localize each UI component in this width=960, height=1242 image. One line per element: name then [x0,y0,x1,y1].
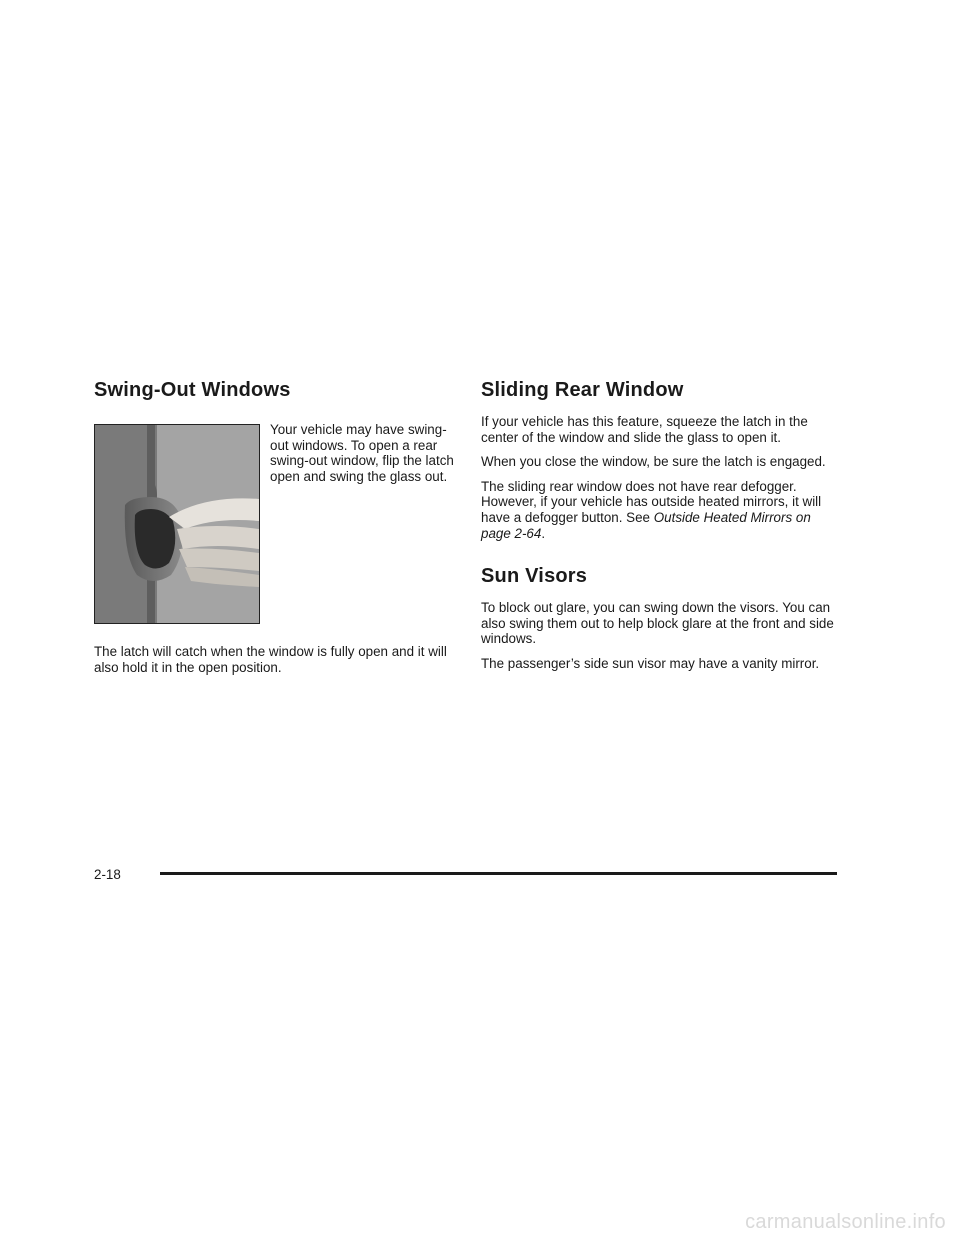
swing-out-intro-text: Your vehicle may have swing-out windows. To open a rear swing-out window, flip the latch open and swing the glass out. [270,422,454,484]
swing-out-latch-text: The latch will catch when the window is fully open and it will also hold it in the open position. [94,644,447,675]
watermark-text: carmanualsonline.info [745,1211,946,1233]
left-column [94,378,454,675]
sliding-window-close-text: When you close the window, be sure the latch is engaged. [481,454,826,470]
defogger-text-end: . [541,525,546,541]
swing-out-windows-heading: Swing-Out Windows [94,379,291,401]
outside-heated-mirrors-reference-link[interactable]: Outside Heated Mirrors on page 2-64 [481,509,811,541]
swing-out-latch-photo [94,424,260,624]
latch-photo-illustration [95,425,259,623]
page-number: 2-18 [94,867,121,882]
right-column [481,378,843,672]
footer-rule [160,872,837,875]
sun-visors-heading: Sun Visors [481,565,588,588]
sun-visors-glare-text: To block out glare, you can swing down the visors. You can also swing them out to help block glare at the front and side windows. [481,600,834,647]
sliding-window-open-text: If your vehicle has this feature, squeeze the latch in the center of the window and slide the glass to open it. [481,414,808,445]
page-footer [94,865,839,885]
sliding-window-defogger-text [481,479,843,541]
sun-visors-mirror-text: The passenger’s side sun visor may have a vanity mirror. [481,655,820,671]
sliding-rear-window-heading: Sliding Rear Window [481,379,684,401]
defogger-text-lead: The sliding rear window does not have rear defogger. However, if your vehicle has outside heated mirrors, it will have a defogger button. See [481,478,822,525]
